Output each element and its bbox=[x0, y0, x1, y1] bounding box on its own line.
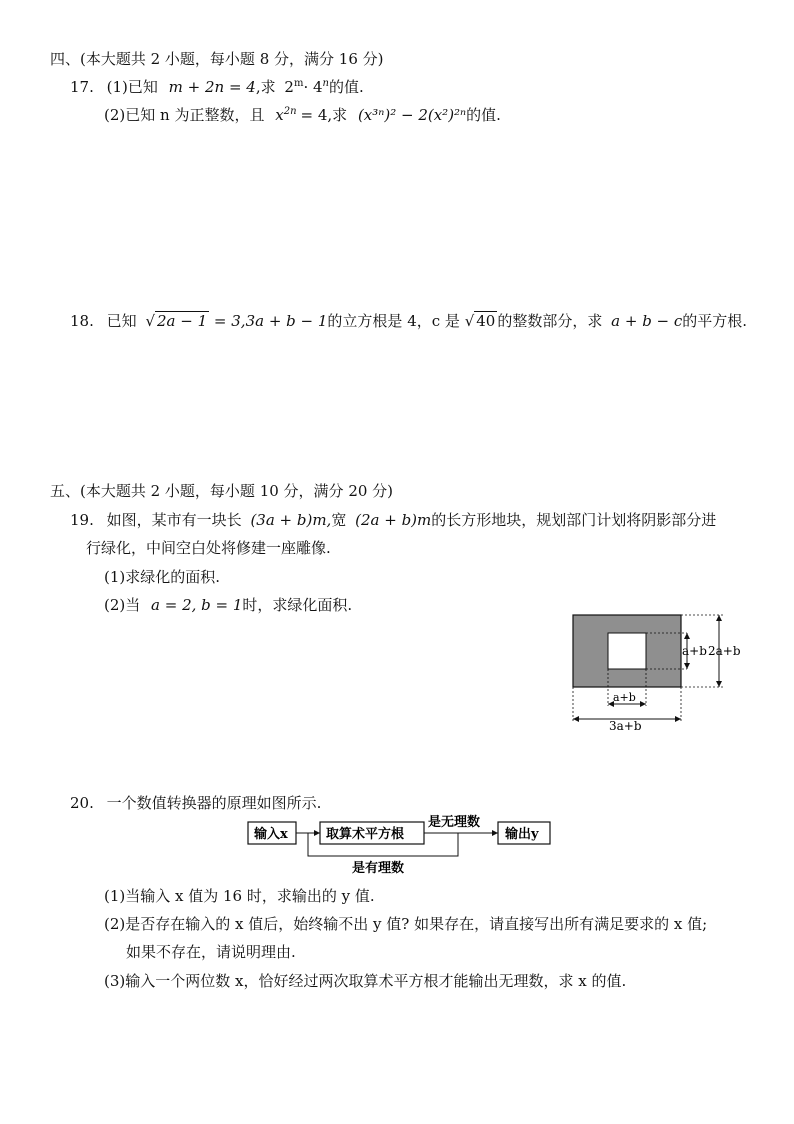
label-inner-height: a+b bbox=[682, 644, 707, 658]
label-outer-width: 3a+b bbox=[609, 719, 642, 730]
input-box-label: 输入x bbox=[254, 827, 288, 842]
q17-part2-expr: (x³ⁿ)² − 2(x²)²ⁿ bbox=[357, 106, 467, 124]
q20-part2-line1: (2)是否存在输入的 x 值后，始终输不出 y 值? 如果存在，请直接写出所有满足要求的 x 值; bbox=[104, 915, 708, 933]
q19-width-expr: (2a + b)m bbox=[355, 511, 432, 529]
q17-part1-expr2: $2^m\cdot 4^n$ bbox=[284, 78, 329, 96]
output-box-label: 输出y bbox=[505, 827, 539, 842]
q19-part2: (2)当 a = 2, b = 1时，求绿化面积. bbox=[104, 596, 353, 614]
label-outer-height: 2a+b bbox=[708, 644, 741, 658]
q19-part1: (1)求绿化的面积. bbox=[104, 568, 221, 586]
q17-number: 17. bbox=[70, 78, 94, 96]
question-17-part2 bbox=[104, 104, 501, 125]
inner-white-square bbox=[608, 633, 646, 669]
sqrt-box-label: 取算术平方根 bbox=[326, 827, 405, 842]
section5-header: 五、(本大题共 2 小题，每小题 10 分，满分 20 分) bbox=[50, 482, 394, 500]
question-20 bbox=[70, 792, 321, 813]
label-inner-width: a+b bbox=[613, 691, 636, 704]
q17-part2-cond: $x^{2n} = 4$,求 bbox=[275, 106, 348, 124]
q20-part3: (3)输入一个两位数 x，恰好经过两次取算术平方根才能输出无理数，求 x 的值. bbox=[104, 972, 627, 990]
q18-mid1: = 3,3a + b − 1 bbox=[213, 312, 328, 330]
q17-part2-prefix: (2)已知 n 为正整数，且 bbox=[104, 106, 265, 124]
q18-suffix: 的平方根. bbox=[682, 312, 748, 330]
q18-expr: a + b − c bbox=[611, 312, 683, 330]
q18-sqrt2: √ 40 bbox=[464, 312, 496, 330]
q19-part2-expr: a = 2, b = 1 bbox=[151, 596, 243, 614]
q19-line1-b: 宽 bbox=[331, 511, 347, 529]
q20-number: 20. bbox=[70, 794, 94, 812]
q18-prefix: 已知 bbox=[106, 312, 137, 330]
section4-header: 四、(本大题共 2 小题，每小题 8 分，满分 16 分) bbox=[50, 50, 384, 68]
q17-part1-prefix: (1)已知 bbox=[106, 78, 158, 96]
q17-part1-expr: m + 2n = 4 bbox=[168, 78, 256, 96]
q20-intro: 一个数值转换器的原理如图所示. bbox=[106, 794, 322, 812]
q18-mid2: 的立方根是 4，c 是 bbox=[327, 312, 460, 330]
irrational-label: 是无理数 bbox=[428, 815, 481, 830]
q20-part2-line2: 如果不存在，请说明理由. bbox=[126, 943, 296, 961]
q17-part2-suffix: 的值. bbox=[466, 106, 501, 124]
q18-number: 18. bbox=[70, 312, 94, 330]
q20-part1: (1)当输入 x 值为 16 时，求输出的 y 值. bbox=[104, 887, 375, 905]
q18-mid3: 的整数部分，求 bbox=[497, 312, 603, 330]
q18-sqrt1: √ 2a − 1 bbox=[145, 312, 208, 330]
question-19-line1 bbox=[70, 509, 716, 530]
question-17-part1 bbox=[70, 76, 364, 97]
q19-length-expr: (3a + b)m, bbox=[250, 511, 332, 529]
q19-line1-a: 如图，某市有一块长 bbox=[106, 511, 242, 529]
q19-number: 19. bbox=[70, 511, 94, 529]
q20-flowchart bbox=[240, 812, 570, 878]
q19-line1-c: 的长方形地块，规划部门计划将阴影部分进 bbox=[431, 511, 717, 529]
q17-part1-suffix: 的值. bbox=[329, 78, 364, 96]
q17-part1-mid: ,求 bbox=[255, 78, 276, 96]
q19-line2: 行绿化，中间空白处将修建一座雕像. bbox=[86, 539, 331, 557]
rational-label: 是有理数 bbox=[352, 861, 405, 876]
question-18 bbox=[70, 310, 747, 331]
q19-rectangle-figure bbox=[565, 608, 755, 730]
